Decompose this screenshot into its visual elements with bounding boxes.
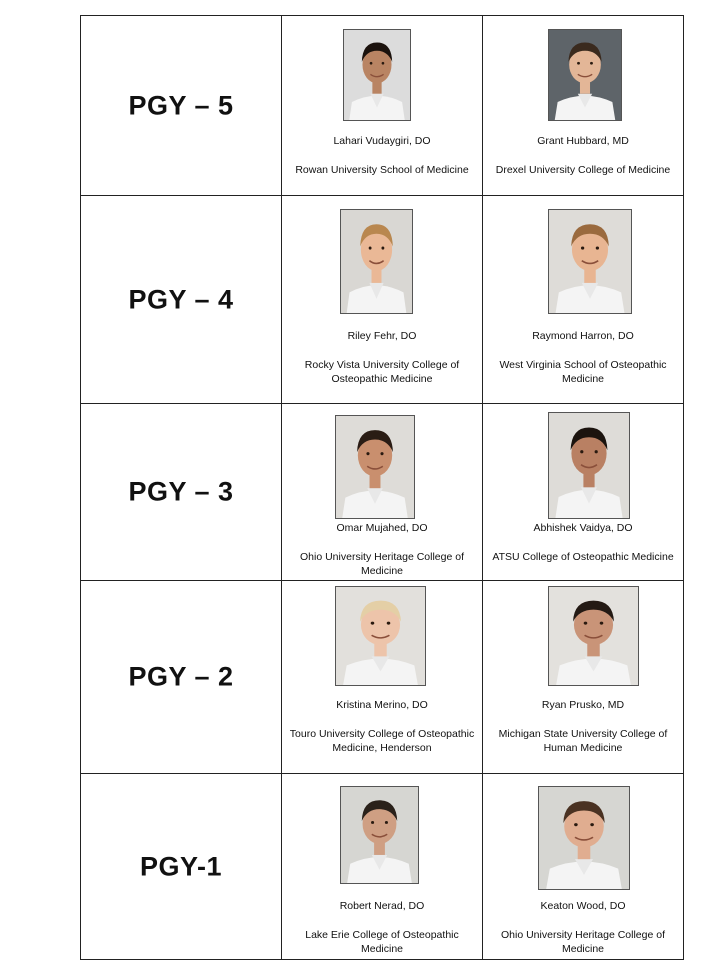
resident-card xyxy=(482,580,684,774)
resident-portrait-icon xyxy=(335,586,426,686)
pgy-year-label: PGY-1 xyxy=(139,851,223,881)
pgy-row xyxy=(80,15,684,196)
resident-name: Raymond Harron, DO xyxy=(532,330,634,342)
resident-name: Omar Mujahed, DO xyxy=(336,522,428,534)
resident-name: Grant Hubbard, MD xyxy=(537,135,629,147)
resident-school: Rocky Vista University College of Osteopathic Medicine xyxy=(304,359,460,385)
resident-card xyxy=(281,195,483,404)
resident-name: Robert Nerad, DO xyxy=(339,900,425,912)
resident-name: Kristina Merino, DO xyxy=(336,699,428,711)
pgy-label-cell xyxy=(80,773,282,960)
resident-portrait-icon xyxy=(335,415,415,519)
pgy-label-cell xyxy=(80,580,282,774)
resident-school: Drexel University College of Medicine xyxy=(495,164,671,176)
resident-card xyxy=(281,403,483,581)
resident-school: ATSU College of Osteopathic Medicine xyxy=(492,551,674,563)
resident-school: Ohio University Heritage College of Medicine xyxy=(300,551,464,577)
resident-portrait-icon xyxy=(340,209,413,314)
pgy-label-cell xyxy=(80,195,282,404)
resident-name: Lahari Vudaygiri, DO xyxy=(333,135,431,147)
pgy-year-label: PGY – 3 xyxy=(128,476,234,507)
resident-school: Ohio University Heritage College of Medicine xyxy=(501,929,665,955)
resident-school: Lake Erie College of Osteopathic Medicine xyxy=(305,929,459,955)
resident-portrait-icon xyxy=(538,786,630,890)
resident-name: Abhishek Vaidya, DO xyxy=(533,522,633,534)
resident-card xyxy=(281,773,483,960)
resident-school: Michigan State University College of Human Medicine xyxy=(498,728,668,754)
resident-portrait-icon xyxy=(343,29,411,121)
resident-school: West Virginia School of Osteopathic Medicine xyxy=(499,359,667,385)
pgy-year-label: PGY – 2 xyxy=(128,661,234,692)
resident-portrait-icon xyxy=(340,786,419,884)
pgy-row xyxy=(80,403,684,581)
resident-card xyxy=(482,15,684,196)
resident-portrait-icon xyxy=(548,209,632,314)
resident-portrait-icon xyxy=(548,29,622,121)
pgy-row xyxy=(80,580,684,774)
pgy-year-label: PGY – 4 xyxy=(128,284,234,314)
pgy-year-label: PGY – 5 xyxy=(128,90,234,120)
resident-card xyxy=(482,773,684,960)
resident-portrait-icon xyxy=(548,586,639,686)
resident-name: Riley Fehr, DO xyxy=(347,330,417,342)
pgy-label-cell xyxy=(80,15,282,196)
pgy-row xyxy=(80,773,684,960)
resident-card xyxy=(482,195,684,404)
resident-school: Rowan University School of Medicine xyxy=(295,164,469,176)
resident-name: Keaton Wood, DO xyxy=(540,900,626,912)
pgy-label-cell xyxy=(80,403,282,581)
resident-portrait-icon xyxy=(548,412,630,519)
resident-card xyxy=(281,580,483,774)
resident-card xyxy=(482,403,684,581)
pgy-row xyxy=(80,195,684,404)
residents-table xyxy=(80,15,686,959)
resident-card xyxy=(281,15,483,196)
resident-name: Ryan Prusko, MD xyxy=(541,699,625,711)
resident-school: Touro University College of Osteopathic Medicine, Henderson xyxy=(289,728,475,754)
